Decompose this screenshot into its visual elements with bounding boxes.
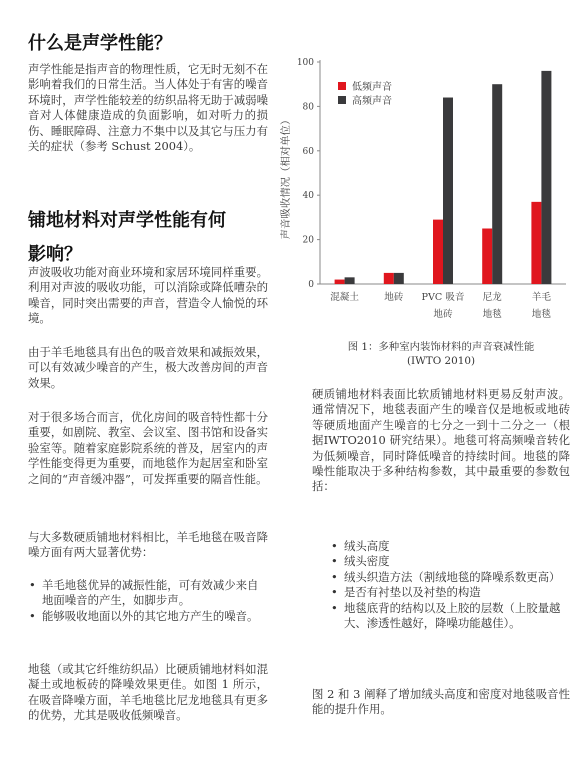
bar-low-frequency [335, 280, 345, 284]
x-tick-label: 地毯 [482, 309, 502, 320]
bar-low-frequency [531, 202, 541, 284]
bar-high-frequency [443, 98, 453, 284]
structure-parameters-list [330, 539, 570, 631]
list-item: • 地毯底背的结构以及上胶的层数（上胶量越大、渗透性越好，降噪功能越佳）。 [330, 601, 570, 632]
y-axis-label: 声音吸收情况（相对单位） [280, 114, 292, 240]
heading-acoustic-performance: 什么是声学性能？ [28, 33, 172, 54]
paragraph-sound-absorption: 声波吸收功能对商业环境和家居环境同样重要。利用对声波的吸收功能，可以消除或降低嘈杂的噪音，同时突出需要的声音，营造令人愉悦的环境。 [28, 265, 268, 326]
bar-high-frequency [492, 84, 502, 284]
y-tick-label: 0 [308, 280, 314, 290]
list-item: • 绒头密度 [330, 554, 570, 569]
sound-attenuation-chart [276, 52, 570, 330]
paragraph-wool-damping: 由于羊毛地毯具有出色的吸音效果和减振效果，可以有效减少噪音的产生，极大改善房间的声音效果。 [28, 345, 268, 390]
y-tick-label: 100 [296, 58, 314, 68]
x-tick-label: 地砖 [384, 292, 404, 303]
heading-flooring-effect-line1: 铺地材料对声学性能有何 [28, 210, 226, 231]
heading-flooring-effect [28, 204, 268, 272]
y-tick-label: 60 [302, 146, 314, 157]
paragraph-carpet-comparison: 地毯（或其它纤维纺织品）比硬质铺地材料如混凝土或地板砖的降噪效果更佳。如图 1 所示，在吸音降噪方面，羊毛地毯比尼龙地毯具有更多的优势，尤其是吸收低频噪音。 [28, 662, 268, 723]
list-item: • 羊毛地毯优异的减振性能，可有效减少来自地面噪音的产生，如脚步声。 [28, 578, 268, 609]
list-item: • 是否有衬垫以及衬垫的构造 [330, 585, 570, 600]
paragraph-acoustic-intro: 声学性能是指声音的物理性质，它无时无刻不在影响着我们的日常生活。当人体处于有害的噪音环境时，声学性能较差的纺织品将无助于减弱噪音对人体健康造成的负面影响，如对听力的损伤、睡眠障碍、注意力不集中以及其它与压力有关的症状（参考 Schust 2004）。 [28, 62, 268, 154]
x-tick-label: 地毯 [531, 309, 551, 320]
list-item: • 绒头织造方法（割绒地毯的降噪系数更高） [330, 570, 570, 585]
paragraph-two-advantages: 与大多数硬质铺地材料相比，羊毛地毯在吸音降噪方面有两大显著优势： [28, 530, 268, 560]
bar-low-frequency [433, 220, 443, 284]
bar-low-frequency [384, 273, 394, 284]
y-tick-label: 40 [302, 191, 314, 202]
y-tick-label: 20 [302, 235, 314, 246]
legend-swatch [338, 82, 346, 90]
legend-swatch [338, 96, 346, 104]
list-item: • 绒头高度 [330, 539, 570, 554]
legend-label: 高频声音 [352, 96, 392, 107]
heading-flooring-effect-line2: 影响？ [28, 244, 82, 265]
paragraph-hard-vs-soft-flooring: 硬质铺地材料表面比软质铺地材料更易反射声波。通常情况下，地毯表面产生的噪音仅是地板或地砖等硬质地面产生噪音的七分之一到十二分之一（根据IWTO2010 研究结果）。地毯可将高频噪音转化为低频噪音，同时降低噪音的持续时间。地毯的降噪性能取决于多种结构参数，其中最重要的参数包括： [312, 387, 570, 494]
advantages-list [28, 578, 268, 624]
bar-high-frequency [541, 71, 551, 284]
x-tick-label: 地砖 [433, 309, 453, 320]
list-item: • 能够吸收地面以外的其它地方产生的噪音。 [28, 609, 268, 624]
legend-label: 低频声音 [352, 82, 392, 93]
x-tick-label: 羊毛 [531, 292, 551, 303]
figure-caption-line1: 图 1：多种室内装饰材料的声音衰减性能 [347, 341, 535, 353]
y-tick-label: 80 [302, 102, 314, 113]
x-tick-label: PVC 吸音 [421, 292, 465, 303]
x-tick-label: 混凝土 [330, 292, 359, 303]
figure-caption [312, 340, 570, 368]
bar-high-frequency [394, 273, 404, 284]
paragraph-room-acoustics: 对于很多场合而言，优化房间的吸音特性都十分重要，如剧院、教室、会议室、图书馆和设备实验室等。随着家庭影院系统的普及，居室内的声学性能变得更为重要，而地毯作为起居室和卧室之间的“声音缓冲器”，可发挥重要的隔音性能。 [28, 410, 268, 486]
bar-low-frequency [482, 229, 492, 285]
paragraph-figures-2-3: 图 2 和 3 阐释了增加绒头高度和密度对地毯吸音性能的提升作用。 [312, 687, 570, 717]
figure-caption-line2: (IWTO 2010) [406, 355, 476, 367]
bar-high-frequency [345, 277, 355, 284]
x-tick-label: 尼龙 [482, 292, 502, 303]
